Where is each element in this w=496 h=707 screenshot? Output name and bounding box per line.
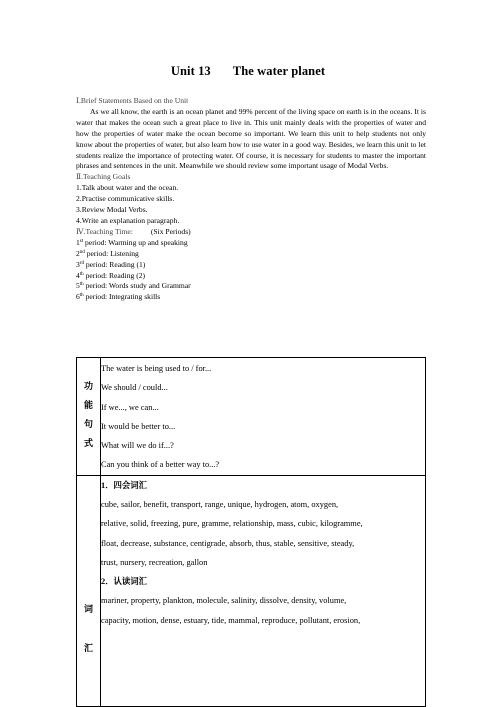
goal-item: 2.Practise communicative skills. [76, 194, 175, 204]
teaching-time-value: (Six Periods) [150, 226, 191, 236]
vocab-line: cube, sailor, benefit, transport, range, unique, hydrogen, atom, oxygen, [101, 499, 339, 509]
page-title [0, 64, 496, 79]
goal-item: 4.Write an explanation paragraph. [76, 215, 180, 225]
period-item: 1st period: Warming up and speaking [76, 237, 188, 247]
period-item: 3rd period: Reading (1) [76, 259, 146, 269]
section-heading-time [76, 227, 426, 238]
document-body [76, 96, 426, 303]
vocab-line: capacity, motion, dense, estuary, tide, mammal, reproduce, pollutant, erosion, [101, 615, 361, 625]
unit-number: Unit 13 [170, 64, 211, 78]
period-item: 2nd period: Listening [76, 248, 139, 258]
functional-sentence: What will we do if...? [101, 441, 174, 451]
vocab-line: float, decrease, substance, centigrade, absorb, thus, stable, sensitive, steady, [101, 538, 355, 548]
period-item: 5th period: Words study and Grammar [76, 281, 191, 291]
vocab-line: mariner, property, plankton, molecule, salinity, dissolve, density, volume, [101, 596, 347, 606]
vocabulary-label: 词 汇 [77, 475, 101, 706]
vocab-line: trust, nursery, recreation, gallon [101, 558, 208, 567]
functional-sentence: Can you think of a better way to...? [101, 460, 220, 470]
goal-item: 1.Talk about water and the ocean. [76, 183, 179, 193]
teaching-time-label: Ⅳ.Teaching Time: [76, 226, 133, 236]
vocab-heading: 1．四会词汇 [101, 480, 148, 490]
functional-sentences-row [77, 358, 426, 476]
goal-item: 3.Review Modal Verbs. [76, 205, 148, 215]
vocabulary-content [101, 475, 426, 706]
period-item: 6th period: Integrating skills [76, 292, 161, 302]
section-heading-brief: Ⅰ.Brief Statements Based on the Unit [76, 96, 189, 105]
vocabulary-row [77, 475, 426, 706]
vocab-heading: 2．认读词汇 [101, 577, 148, 587]
vocab-line: relative, solid, freezing, pure, gramme, relationship, mass, cubic, kilogramme, [101, 519, 363, 529]
functional-sentence: If we..., we can... [101, 402, 159, 412]
section-heading-goals: Ⅱ.Teaching Goals [76, 172, 131, 182]
functional-sentence: We should / could... [101, 383, 168, 393]
functional-sentence: The water is being used to / for... [101, 364, 212, 373]
functional-sentences-label: 功 能 句 式 [77, 358, 101, 476]
unit-name: The water planet [232, 64, 326, 78]
content-table [76, 357, 426, 707]
period-item: 4th period: Reading (2) [76, 270, 146, 280]
brief-paragraph: As we all know, the earth is an ocean planet and 99% percent of the living space on earth is in the oceans. It is water that makes the ocean such a great place to live in. This unit mainly deals with the properties of water and how the properties of water make the ocean become so important. We learn this unit to help students not only know about the properties of water, but also learn how to use water in a good way. Besides, we learn this unit to let students realize the importance of protecting water. Of course, it is necessary for students to master the important phrases and sentences in the unit. Meanwhile we should review some important usage of Modal Verbs. [76, 106, 426, 171]
functional-sentences-content [101, 358, 426, 476]
functional-sentence: It would be better to... [101, 421, 176, 431]
